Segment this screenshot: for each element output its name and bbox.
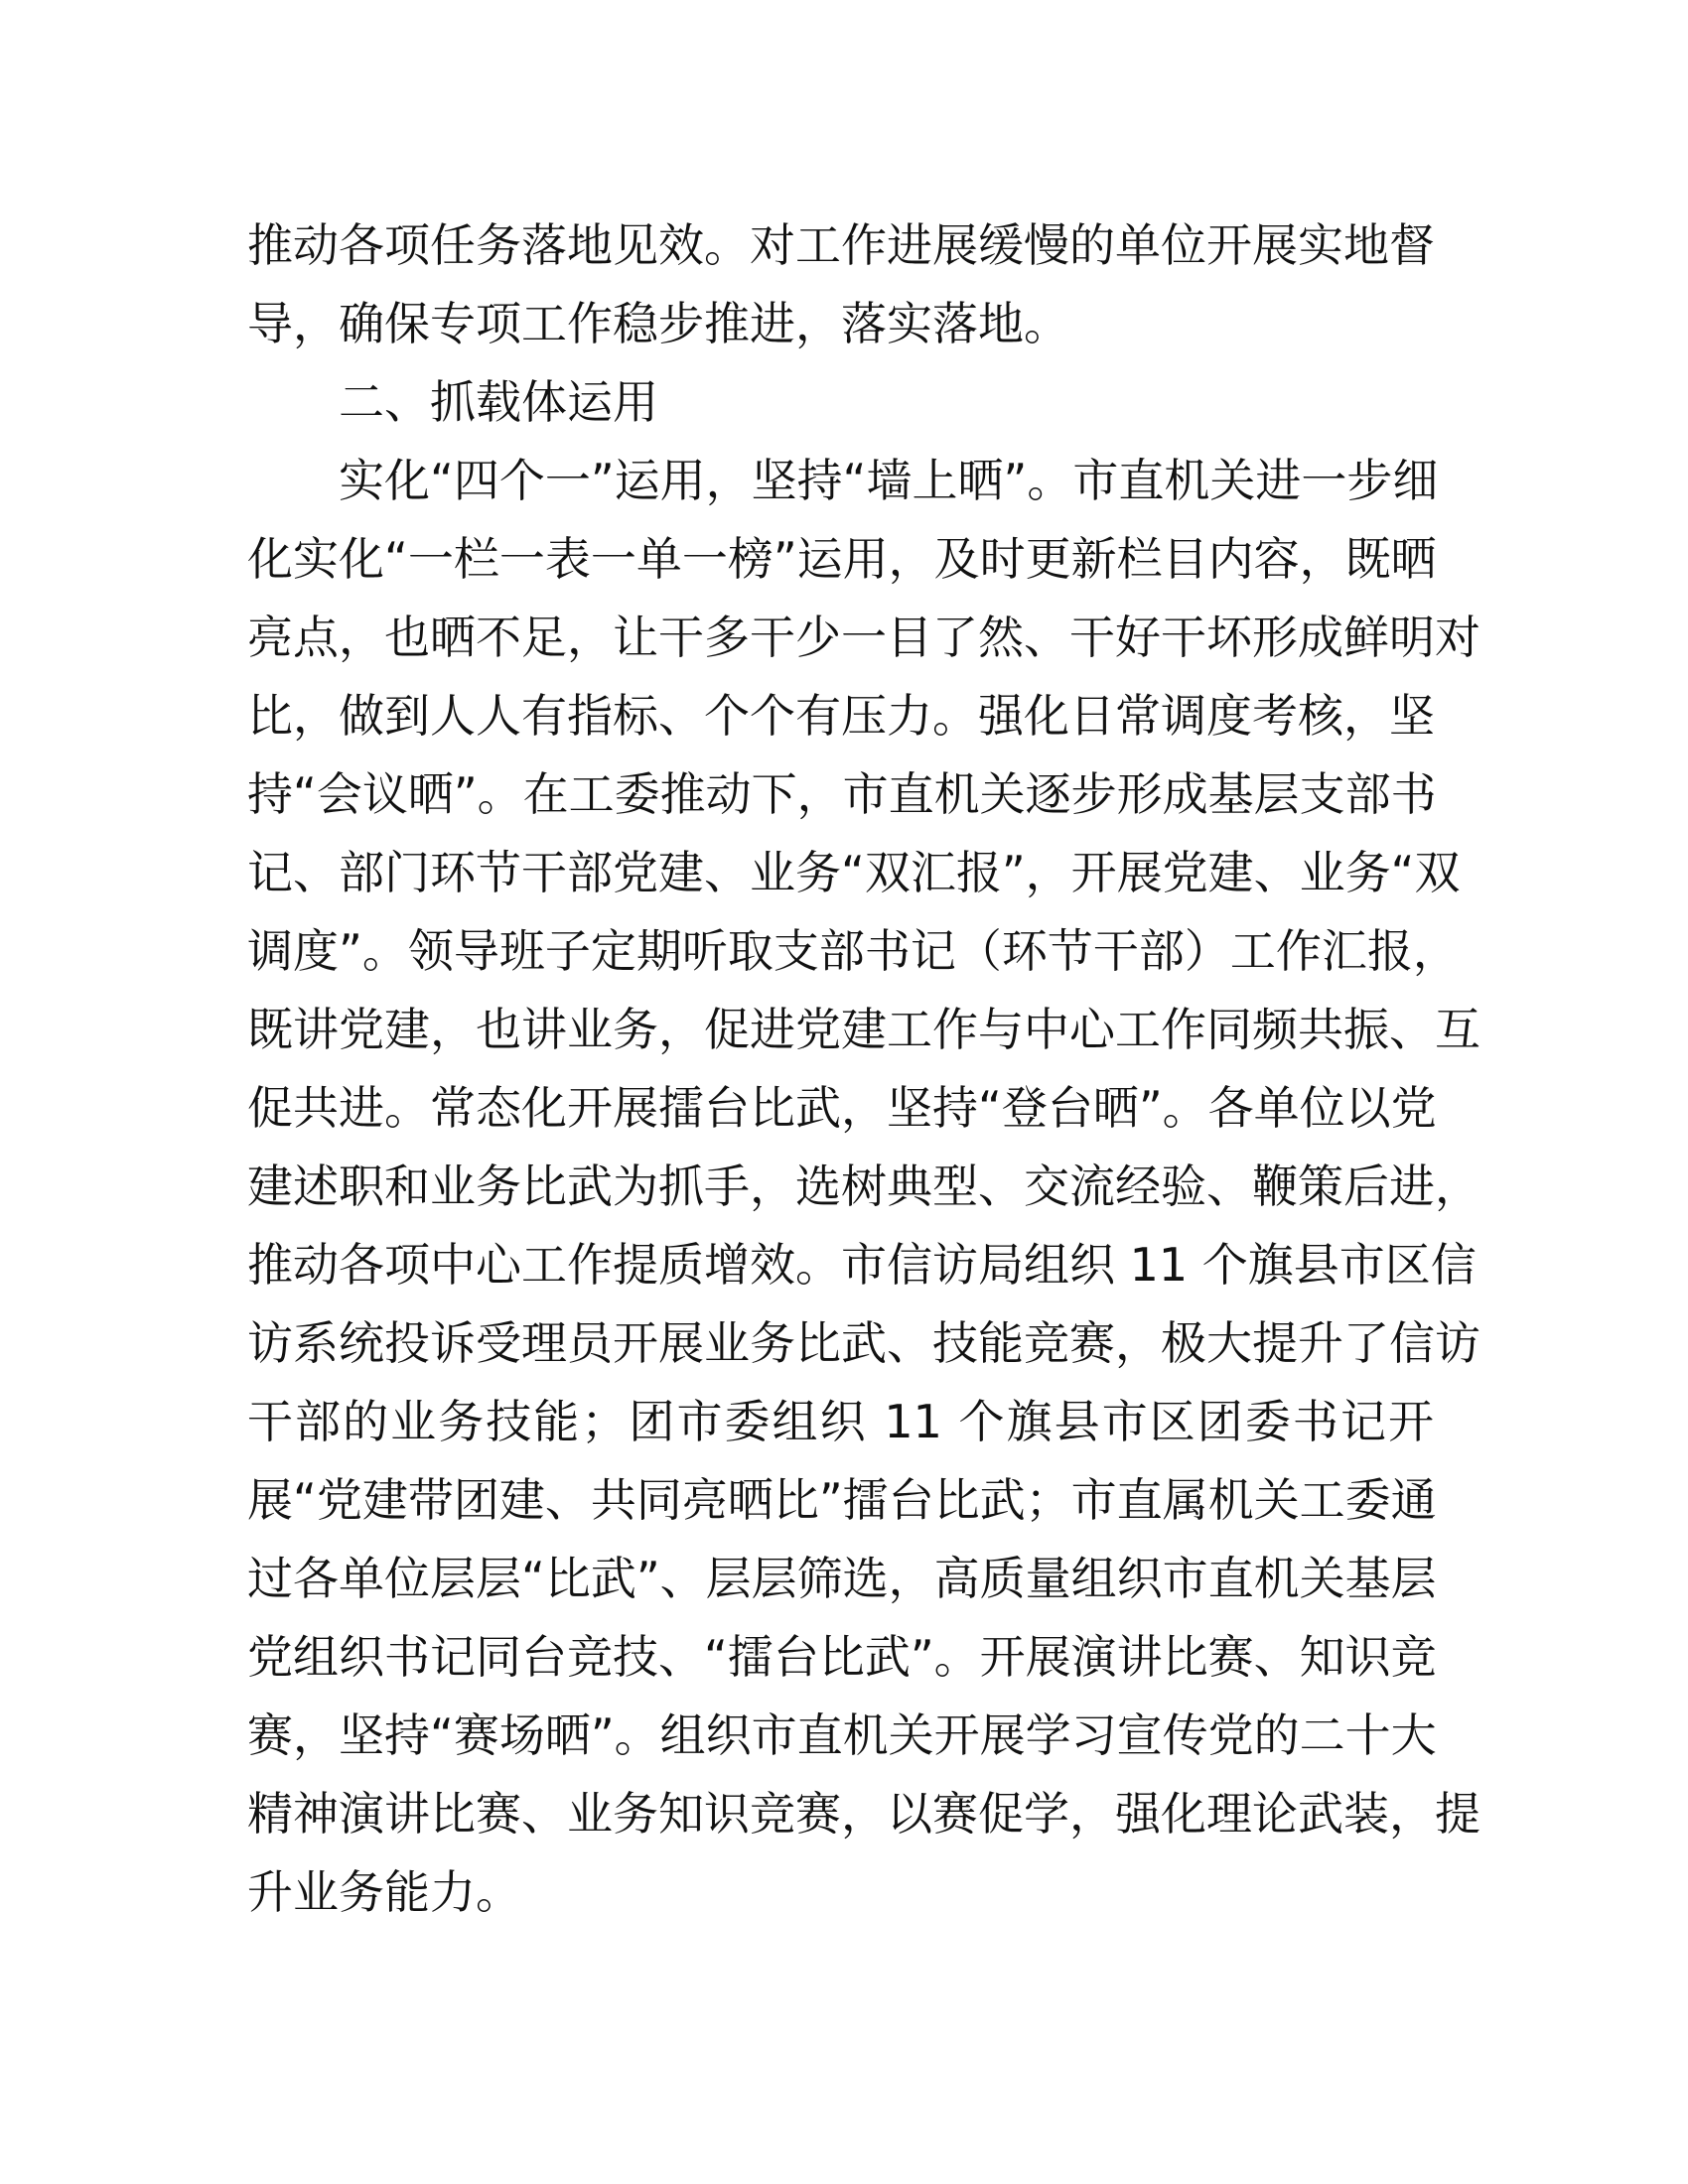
text-line: 既讲党建，也讲业务，促进党建工作与中心工作同频共振、互	[247, 1003, 1480, 1056]
text-line: 推动各项任务落地见效。对工作进展缓慢的单位开展实地督	[247, 218, 1435, 272]
text-line: 精神演讲比赛、业务知识竞赛，以赛促学，强化理论武装，提	[247, 1787, 1480, 1841]
text-line: 建述职和业务比武为抓手，选树典型、交流经验、鞭策后进，	[247, 1160, 1480, 1213]
text-line: 赛，坚持“赛场晒”。组织市直机关开展学习宣传党的二十大	[247, 1708, 1437, 1762]
text-line: 记、部门环节干部党建、业务“双汇报”，开展党建、业务“双	[247, 846, 1461, 899]
paragraph-body	[247, 442, 1480, 1932]
text-line: 实化“四个一”运用，坚持“墙上晒”。市直机关进一步细	[339, 454, 1439, 507]
paragraph-continuation	[247, 206, 1434, 363]
text-line: 调度”。领导班子定期听取支部书记（环节干部）工作汇报，	[247, 924, 1459, 978]
text-line: 过各单位层层“比武”、层层筛选，高质量组织市直机关基层	[247, 1552, 1437, 1605]
text-line: 推动各项中心工作提质增效。市信访局组织 11 个旗县市区信	[247, 1238, 1477, 1292]
text-line: 导，确保专项工作稳步推进，落实落地。	[247, 297, 1069, 350]
text-line: 党组织书记同台竞技、“擂台比武”。开展演讲比赛、知识竞	[247, 1630, 1437, 1684]
text-line: 化实化“一栏一表一单一榜”运用，及时更新栏目内容，既晒	[247, 532, 1437, 586]
text-line: 干部的业务技能；团市委组织 11 个旗县市区团委书记开	[247, 1395, 1434, 1448]
text-line: 访系统投诉受理员开展业务比武、技能竞赛，极大提升了信访	[247, 1316, 1480, 1370]
text-line: 展“党建带团建、共同亮晒比”擂台比武；市直属机关工委通	[247, 1473, 1437, 1527]
text-line: 亮点，也晒不足，让干多干少一目了然、干好干坏形成鲜明对	[247, 611, 1480, 664]
text-line: 比，做到人人有指标、个个有压力。强化日常调度考核，坚	[247, 689, 1435, 743]
text-line: 持“会议晒”。在工委推动下，市直机关逐步形成基层支部书	[247, 767, 1437, 821]
text-line: 促共进。常态化开展擂台比武，坚持“登台晒”。各单位以党	[247, 1081, 1437, 1135]
text-line: 升业务能力。	[247, 1865, 521, 1919]
document-body	[247, 206, 1480, 1932]
section-heading: 二、抓载体运用	[339, 375, 658, 429]
